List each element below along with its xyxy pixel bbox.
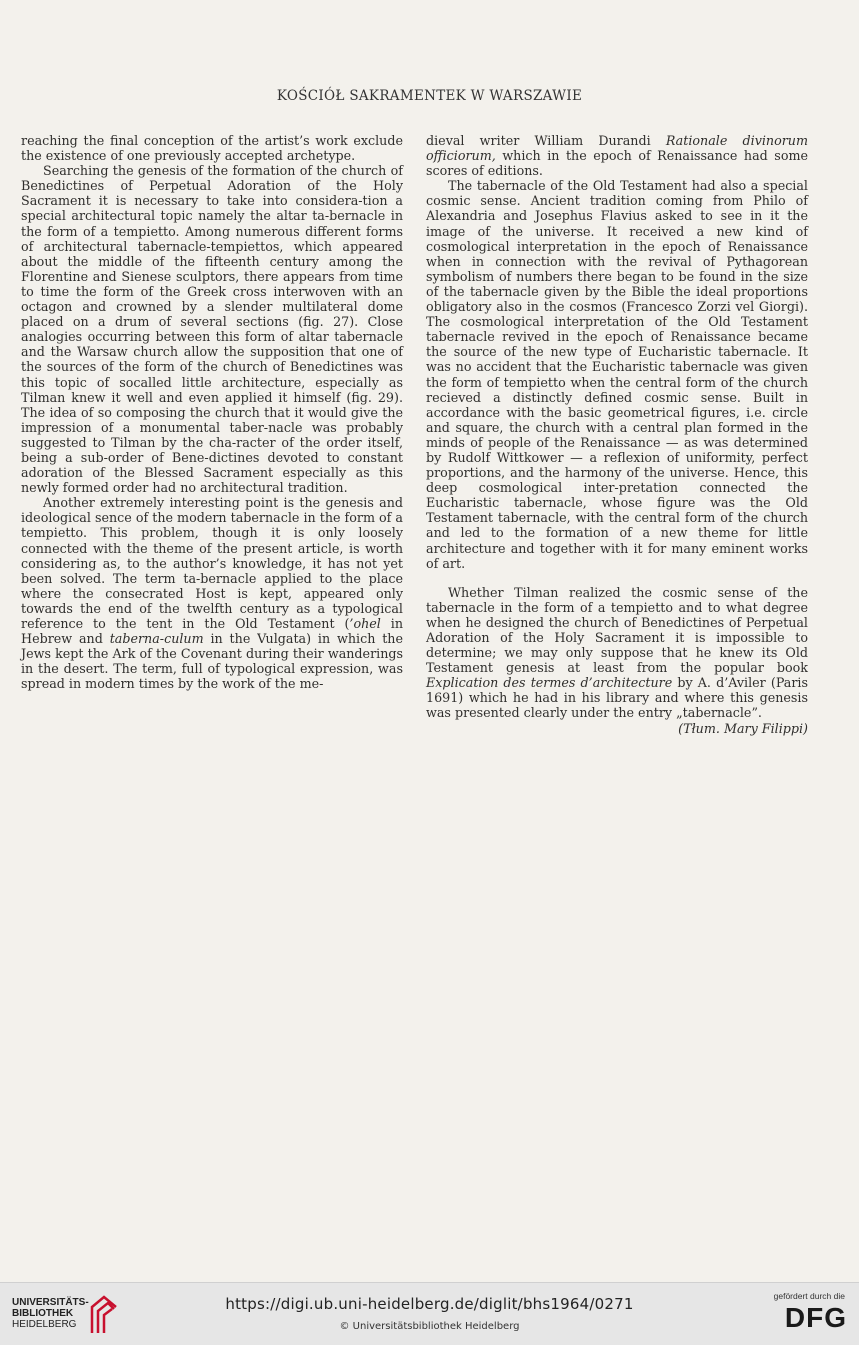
- paragraph: The tabernacle of the Old Testament had also a special cosmic sense. Ancient tradition coming from Philo of Alexandria and Josephus Flavius asked to see in it the image of the universe. It received a new kind of cosmological interpretation in the epoch of Renaissance when in connection with the revival of Pythagorean symbolism of numbers there began to be found in the size of the tabernacle given by the Bible the ideal proportions obligatory also in the cosmos (Francesco Zorzi vel Giorgi). The cosmological interpretation of the Old Testament tabernacle revived in the epoch of Renaissance became the source of the new type of Eucharistic tabernacle. It was no accident that the Eucharistic tabernacle was given the form of tempietto when the central form of the church recieved a distinctly defined cosmic sense. Built in accordance with the basic geometrical figures, i.e. circle and square, the church with a central plan formed in the minds of people of the Renaissance — as was determined by Rudolf Wittkower — a reflexion of uniformity, perfect proportions, and the harmony of the universe. Hence, this deep cosmological inter-pretation connected the Eucharistic tabernacle, whose figure was the Old Testament tabernacle, with the central form of the church and led to the formation of a new theme for little architecture and together with it for many eminent works of art.: [426, 178, 808, 571]
- italic-title: Explication des termes d’architecture: [426, 675, 673, 691]
- right-column: [426, 133, 808, 736]
- dfg-logo[interactable]: DFG: [784, 1302, 847, 1333]
- funding-label: gefördert durch die: [773, 1291, 845, 1301]
- running-head: KOŚCIÓŁ SAKRAMENTEK W WARSZAWIE: [276, 88, 583, 104]
- translator-credit: (Tłum. Mary Filippi): [678, 720, 808, 736]
- paragraph: reaching the final conception of the artist’s work exclude the existence of one previously accepted archetype.: [21, 133, 403, 164]
- library-name[interactable]: UNIVERSITÄTS- BIBLIOTHEK HEIDELBERG: [12, 1297, 89, 1330]
- italic-term: taberna-culum: [109, 631, 204, 647]
- paragraph: Whether Tilman realized the cosmic sense of the tabernacle in the form of a tempietto and to what degree when he designed the church of Benedictines of Perpetual Adoration of the Holy Sacrament it is impossible to determine; we may only suppose that he knew its Old Testament genesis at least from the popular book Explication des termes d’architecture by A. d’Aviler (Paris 1691) which he had in his library and where this genesis was presented clearly under the entry „tabernacle”.: [426, 584, 808, 721]
- footer-bar: [0, 1282, 859, 1345]
- permalink-url[interactable]: https://digi.ub.uni-heidelberg.de/diglit/bhs1964/0271: [225, 1295, 634, 1313]
- italic-term: ’ohel: [349, 616, 381, 631]
- paragraph: Searching the genesis of the formation of the church of Benedictines of Perpetual Adoration of the Holy Sacrament it is necessary to take into considera-tion a special architectural topic namely the altar ta-bernacle in the form of a tempietto. Among numerous different forms of architectural tabernacle-tempiettos, which appeared about the middle of the fifteenth century among the Florentine and Sienese sculptors, there appears from time to time the form of the Greek cross interwoven with an octagon and crowned by a slender multilateral dome placed on a drum of several sections (fig. 27). Close analogies occurring between this form of altar tabernacle and the Warsaw church allow the supposition that one of the sources of the form of the church of Benedictines was this topic of socalled little architecture, especially as Tilman knew it well and even applied it himself (fig. 29). The idea of so composing the church that it would give the impression of a monumental taber-nacle was probably suggested to Tilman by the cha-racter of the order itself, being a sub-order of Bene-dictines devoted to constant adoration of the Blessed Sacrament especially as this newly formed order had no architectural tradition.: [21, 163, 403, 496]
- paragraph: dieval writer William Durandi Rationale divinorum officiorum, which in the epoch of Renaissance had some scores of editions.: [426, 133, 808, 179]
- copyright-notice: © Universitätsbibliothek Heidelberg: [339, 1321, 520, 1332]
- italic-title: Rationale divinorum officiorum,: [426, 133, 808, 164]
- paragraph: Another extremely interesting point is the genesis and ideological sence of the modern tabernacle in the form of a tempietto. This problem, though it is only loosely connected with the theme of the present article, is worth considering as, to the author’s knowledge, it has not yet been solved. The term ta-bernacle applied to the place where the consecrated Host is kept, appeared only towards the end of the twelfth century as a typological reference to the tent in the Old Testament (’ohel in Hebrew and taberna-culum in the Vulgata) in which the Jews kept the Ark of the Covenant during their wanderings in the desert. The term, full of typological expression, was spread in modern times by the work of the me-: [21, 495, 403, 692]
- left-column: [21, 133, 403, 691]
